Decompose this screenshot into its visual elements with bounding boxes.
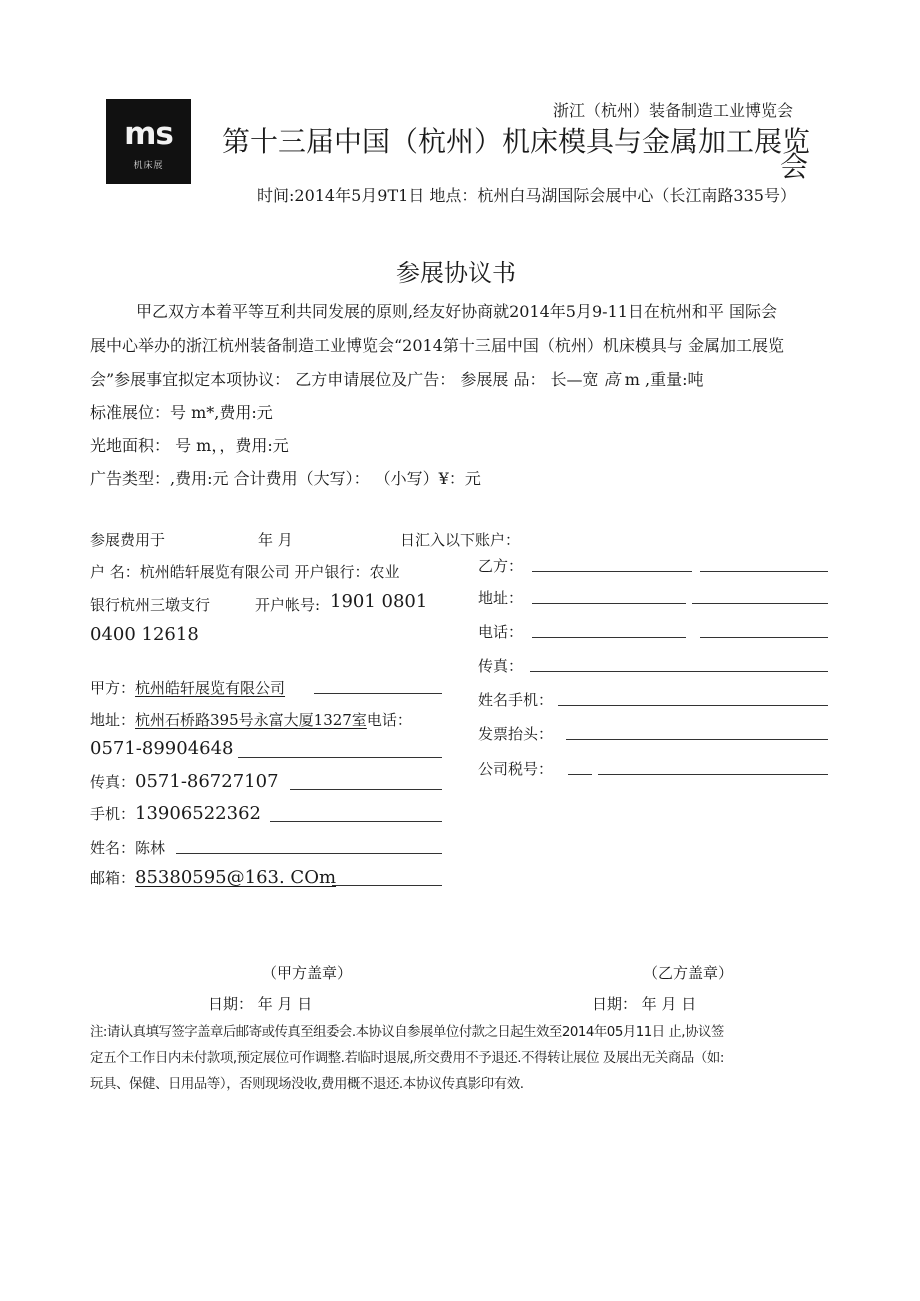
- payment-line-c: 日汇入以下账户：: [400, 531, 521, 549]
- party-b-address-field-2[interactable]: [692, 603, 828, 604]
- party-a-address-label: 地址：: [90, 711, 136, 729]
- payment-line-b: 年 月: [258, 531, 293, 549]
- party-a-address: 杭州石桥路395号永富大厦1327室: [135, 711, 367, 729]
- account-label: 开户帐号:: [255, 596, 321, 614]
- party-a-email-label: 邮箱：: [90, 869, 136, 887]
- time-place: 时间:2014年5月9T1日 地点：杭州白马湖国际会展中心（长江南路335号）: [257, 186, 796, 205]
- bank-name: 银行杭州三墩支行: [90, 596, 211, 614]
- party-a-phone: 0571-89904648: [90, 738, 234, 759]
- party-b-invoice-label: 发票抬头：: [478, 725, 554, 743]
- party-a-mobile-row: [90, 803, 261, 824]
- party-a-row: [90, 677, 285, 698]
- exhibition-title: 第十三届中国（杭州）机床模具与金属加工展览: [222, 125, 811, 158]
- logo-subtitle: 机床展: [133, 161, 164, 171]
- intro-line-3c: m ,重量:吨: [619, 370, 704, 389]
- party-b-mobile-field[interactable]: [558, 705, 828, 706]
- party-b-seal: （乙方盖章）: [643, 964, 734, 982]
- document-title: 参展协议书: [396, 259, 516, 287]
- intro-line-3a: 会”参展事宜拟定本项协议： 乙方申请展位及广告： 参展展 品： 长—宽: [90, 370, 604, 389]
- standard-booth: 标准展位：号 m*,费用:元: [90, 403, 273, 422]
- organizer-name: 浙江（杭州）装备制造工业博览会: [553, 101, 794, 120]
- party-a-contact-row: [90, 837, 165, 858]
- party-a-name: 杭州皓轩展览有限公司: [135, 679, 286, 697]
- exhibition-title-end: 会: [780, 150, 809, 183]
- party-a-fax-line: [290, 789, 442, 790]
- party-a-contact: 陈林: [135, 839, 166, 857]
- party-b-name-field-2[interactable]: [700, 571, 828, 572]
- party-b-phone-label: 电话：: [478, 623, 524, 641]
- party-a-contact-label: 姓名：: [90, 839, 136, 857]
- party-a-phone-line: [238, 757, 442, 758]
- account-name: 户 名：杭州皓轩展览有限公司 开户银行：农业: [90, 563, 400, 581]
- party-b-name-label: 乙方：: [478, 557, 524, 575]
- party-a-fax: 0571-86727107: [135, 771, 279, 792]
- note-line-1: 注:请认真填写签字盖章后邮寄或传真至组委会.本协议自参展单位付款之日起生效至2014年05月11日 止,协议签: [90, 1025, 724, 1040]
- intro-line-3b: 高: [603, 370, 620, 389]
- party-a-label: 甲方：: [90, 679, 136, 697]
- intro-line-3: [90, 367, 703, 390]
- ad-type: 广告类型：,费用:元 合计费用（大写）： （小写）¥：元: [90, 469, 481, 488]
- party-b-date: 日期： 年 月 日: [592, 995, 697, 1013]
- party-b-tax-field[interactable]: [568, 774, 592, 775]
- raw-space: 光地面积： 号 m，，费用:元: [90, 436, 289, 455]
- party-b-fax-label: 传真：: [478, 657, 524, 675]
- party-a-name-line: [314, 693, 442, 694]
- party-a-mobile: 13906522362: [135, 803, 261, 824]
- payment-line-a: 参展费用于: [90, 531, 166, 549]
- party-b-tax-label: 公司税号：: [478, 760, 554, 778]
- party-a-fax-row: [90, 771, 279, 792]
- party-a-contact-line: [176, 853, 442, 854]
- account-number-1: 1901 0801: [330, 591, 428, 612]
- party-b-invoice-field[interactable]: [566, 739, 828, 740]
- account-number-2: 0400 12618: [90, 624, 199, 645]
- party-b-name-field[interactable]: [532, 571, 692, 572]
- party-b-fax-field[interactable]: [530, 671, 828, 672]
- party-a-mobile-line: [270, 821, 442, 822]
- intro-line-1: 甲乙双方本着平等互利共同发展的原则,经友好协商就2014年5月9-11日在杭州和平 国际会: [136, 302, 778, 321]
- party-b-address-label: 地址：: [478, 589, 524, 607]
- party-a-email: 85380595@163. COm: [135, 867, 337, 888]
- logo-text: ms: [124, 116, 173, 152]
- party-a-date: 日期： 年 月 日: [208, 995, 313, 1013]
- party-a-email-row: [90, 867, 336, 888]
- party-a-seal: （甲方盖章）: [262, 964, 353, 982]
- party-a-email-line: [332, 885, 442, 886]
- note-line-2: 定五个工作日内未付款项,预定展位可作调整.若临时退展,所交费用不予退还.不得转让展位 及展出无关商品（如:: [90, 1051, 724, 1066]
- exhibition-logo: [106, 99, 191, 184]
- party-b-address-field[interactable]: [532, 603, 686, 604]
- party-b-mobile-label: 姓名手机：: [478, 691, 554, 709]
- party-a-fax-label: 传真：: [90, 773, 136, 791]
- party-b-phone-field-2[interactable]: [700, 637, 828, 638]
- party-a-mobile-label: 手机：: [90, 805, 136, 823]
- intro-line-2: 展中心举办的浙江杭州装备制造工业博览会“2014第十三届中国（杭州）机床模具与 金属加工展览: [90, 336, 784, 355]
- party-b-tax-field-2[interactable]: [598, 774, 828, 775]
- party-a-phone-label: 电话：: [366, 711, 412, 729]
- note-line-3: 玩具、保健、日用品等），否则现场没收,费用概不退还.本协议传真影印有效.: [90, 1077, 524, 1092]
- party-b-phone-field[interactable]: [532, 637, 686, 638]
- party-a-address-row: [90, 709, 412, 730]
